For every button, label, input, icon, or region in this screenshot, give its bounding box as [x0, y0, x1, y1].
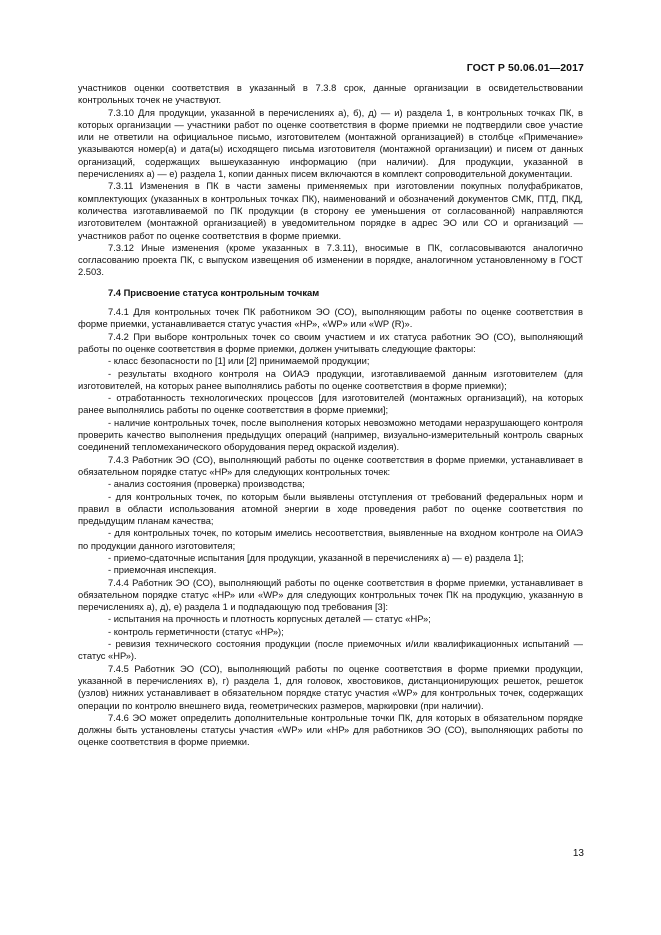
document-header-id: ГОСТ Р 50.06.01—2017 — [466, 62, 584, 74]
section-heading: 7.4 Присвоение статуса контрольным точкам — [108, 287, 320, 298]
list-item: - ревизия технического состояния продукции (после приемочных и/или квалификационных испытаний — статус «НР»). — [78, 639, 583, 662]
list-item: - для контрольных точек, по которым имелись несоответствия, выявленные на входном контроле на ОИАЭ по продукции данного изготовителя; — [78, 528, 583, 551]
paragraph: 7.4.1 Для контрольных точек ПК работником ЭО (СО), выполняющим работы по оценке соответствия в форме приемки, устанавливается статус участия «НР», «WP» или «WP (R)». — [78, 307, 583, 330]
list-item: - наличие контрольных точек, после выполнения которых невозможно методами неразрушающего контроля проверить качество выполнения предыдущих операций (например, визуально-измерительный контроль сварных соединений тепломеханического оборудования перед окраской изделия). — [78, 417, 583, 453]
list-item: - приемочная инспекция. — [108, 565, 217, 576]
list-item: - для контрольных точек, по которым были выявлены отступления от требований федеральных норм и правил в области использования атомной энергии в ходе проведения работ по оценке соответствия по предыдущим планам качества; — [78, 491, 583, 527]
paragraph: 7.4.5 Работник ЭО (СО), выполняющий работы по оценке соответствия в форме приемки продукции, указанной в перечислениях в), г) раздела 1, для головок, хвостовиков, дистанционирующих решеток, решеток (узлов) нижних устанавливает в обязательном порядке статус участия «WP» для контрольных точек, содержащих операции по контролю внешнего вида, геометрических размеров, маркировки (при наличии). — [78, 663, 583, 711]
list-item: - отработанность технологических процессов [для изготовителей (монтажных организаций), на которых ранее выполнялись работы по оценке соответствия в форме приемки]; — [78, 393, 583, 416]
paragraph: 7.4.2 При выборе контрольных точек со своим участием и их статуса работник ЭО (СО), выполняющий работы по оценке соответствия в форме приемки, должен учитывать следующие факторы: — [78, 331, 583, 354]
paragraph: 7.4.6 ЭО может определить дополнительные контрольные точки ПК, для которых в обязательном порядке должны быть установлены статусы участия «WP» или «НР» для работников ЭО (СО), выполняющих работы по оценке соответствия в форме приемки. — [78, 712, 583, 748]
paragraph: 7.4.4 Работник ЭО (СО), выполняющий работы по оценке соответствия в форме приемки, устанавливает в обязательном порядке статус «НР» или «WP» для следующих контрольных точек ПК на продукцию, указанную в перечислениях а), д), е) раздела 1 и подпадающую под требования [3]: — [78, 577, 583, 613]
paragraph: 7.3.10 Для продукции, указанной в перечислениях а), б), д) — и) раздела 1, в контрольных точках ПК, в которых организации — участники работ по оценке соответствия в форме приемки не подтвердили свое участие или не ответили на официальное письмо, изготовителем (монтажной организацией) в столбце «Примечание» указываются номер(а) и дата(ы) исходящего письма изготовителя (монтажной организации) и писем от данных организаций, содержащих вышеуказанную информацию (при наличии). Для продукции, указанной в перечислениях а) — е) раздела 1, копии данных писем включаются в комплект сопроводительной документации. — [78, 107, 583, 180]
paragraph: 7.3.11 Изменения в ПК в части замены применяемых при изготовлении покупных полуфабрикатов, комплектующих (указанных в контрольных точках ПК), наименований и обозначений документов СМК, ПТД, ПКД, количества изготавливаемой по ПК продукции (в сторону ее уменьшения от согласованной) направляются изготовителем (монтажной организацией) в уведомительном порядке в адрес ЭО или СО и организаций — участников работ по оценке соответствия в форме приемки. — [78, 181, 583, 241]
paragraph: 7.3.12 Иные изменения (кроме указанных в 7.3.11), вносимые в ПК, согласовываются аналогично согласованию проекта ПК, с выпуском извещения об изменении в порядке, аналогичном установленному в ГОСТ 2.503. — [78, 242, 583, 278]
list-item: - испытания на прочность и плотность корпусных деталей — статус «НР»; — [108, 614, 431, 625]
paragraph: участников оценки соответствия в указанный в 7.3.8 срок, данные организации в освидетельствовании контрольных точек не участвуют. — [78, 83, 583, 106]
page-number: 13 — [572, 848, 584, 859]
list-item: - контроль герметичности (статус «НР»); — [108, 626, 284, 637]
paragraph: 7.4.3 Работник ЭО (СО), выполняющий работы по оценке соответствия в форме приемки, устанавливает в обязательном порядке статус «НР» для следующих контрольных точек: — [78, 454, 583, 477]
list-item: - результаты входного контроля на ОИАЭ продукции, изготавливаемой данным изготовителем (для изготовителей, на которых ранее выполнялись работы по оценке соответствия в форме приемки); — [78, 368, 583, 391]
list-item: - анализ состояния (проверка) производства; — [108, 479, 305, 490]
document-body — [78, 82, 583, 749]
list-item: - приемо-сдаточные испытания [для продукции, указанной в перечислениях а) — е) раздела 1]; — [108, 552, 524, 563]
list-item: - класс безопасности по [1] или [2] принимаемой продукции; — [108, 356, 370, 367]
